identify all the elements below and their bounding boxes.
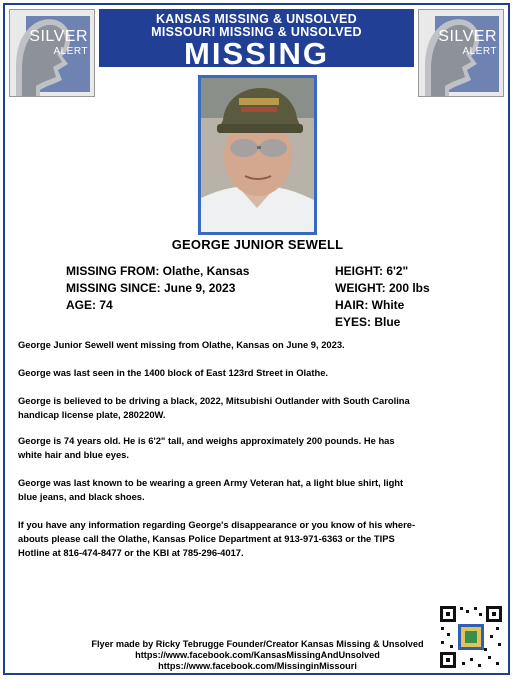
missing-since: MISSING SINCE: June 9, 2023	[66, 281, 236, 295]
paragraph-line: Hotline at 816-474-8477 or the KBI at 785-296-4017.	[18, 547, 244, 558]
paragraph-description	[18, 434, 503, 462]
paragraph-line: George is 74 years old. He is 6'2" tall, and weighs approximately 200 pounds. He has	[18, 435, 395, 446]
person-name: GEORGE JUNIOR SEWELL	[171, 237, 344, 252]
paragraph-line: white hair and blue eyes.	[18, 449, 129, 460]
footer-credit: Flyer made by Ricky Tebrugge Founder/Creator Kansas Missing & Unsolved	[91, 639, 424, 649]
header-line-missouri: MISSOURI MISSING & UNSOLVED	[151, 25, 362, 39]
missing-from: MISSING FROM: Olathe, Kansas	[66, 264, 250, 278]
paragraph-last-seen	[18, 366, 503, 380]
silver-alert-logo-left	[9, 9, 95, 97]
paragraph-line: George Junior Sewell went missing from Olathe, Kansas on June 9, 2023.	[18, 339, 345, 350]
paragraph-line: blue jeans, and black shoes.	[18, 491, 145, 502]
paragraph-missing-date	[18, 338, 503, 352]
paragraph-line: abouts please call the Olathe, Kansas Police Department at 913-971-6363 or the TIPS	[18, 533, 395, 544]
weight: WEIGHT: 200 lbs	[335, 281, 430, 295]
missing-person-photo	[198, 75, 317, 235]
paragraph-line: If you have any information regarding George's disappearance or you know of his where-	[18, 519, 416, 530]
logo-text-alert: ALERT	[53, 46, 88, 57]
paragraph-line: George was last seen in the 1400 block of East 123rd Street in Olathe.	[18, 367, 329, 378]
header-banner	[99, 9, 414, 71]
age: AGE: 74	[66, 298, 113, 312]
logo-text-silver: SILVER	[438, 28, 497, 45]
paragraph-line: George was last known to be wearing a green Army Veteran hat, a light blue shirt, light	[18, 477, 404, 488]
paragraph-contact	[18, 518, 503, 560]
height: HEIGHT: 6'2"	[335, 264, 409, 278]
paragraph-line: George is believed to be driving a black, 2022, Mitsubishi Outlander with South Carolina	[18, 395, 410, 406]
paragraph-line: handicap license plate, 280220W.	[18, 409, 166, 420]
header-line-kansas: KANSAS MISSING & UNSOLVED	[155, 12, 358, 26]
silver-alert-logo-right	[418, 9, 504, 97]
qr-code-icon	[438, 604, 504, 670]
paragraph-vehicle	[18, 394, 503, 422]
eyes: EYES: Blue	[335, 315, 401, 329]
footer-link-missouri[interactable]: https://www.facebook.com/MissinginMissouri	[158, 661, 357, 671]
hair: HAIR: White	[335, 298, 405, 312]
header-title: MISSING	[184, 36, 329, 71]
logo-text-silver: SILVER	[29, 28, 88, 45]
paragraph-clothing	[18, 476, 503, 504]
logo-text-alert: ALERT	[462, 46, 497, 57]
footer-link-kansas[interactable]: https://www.facebook.com/KansasMissingAndUnsolved	[135, 650, 380, 660]
